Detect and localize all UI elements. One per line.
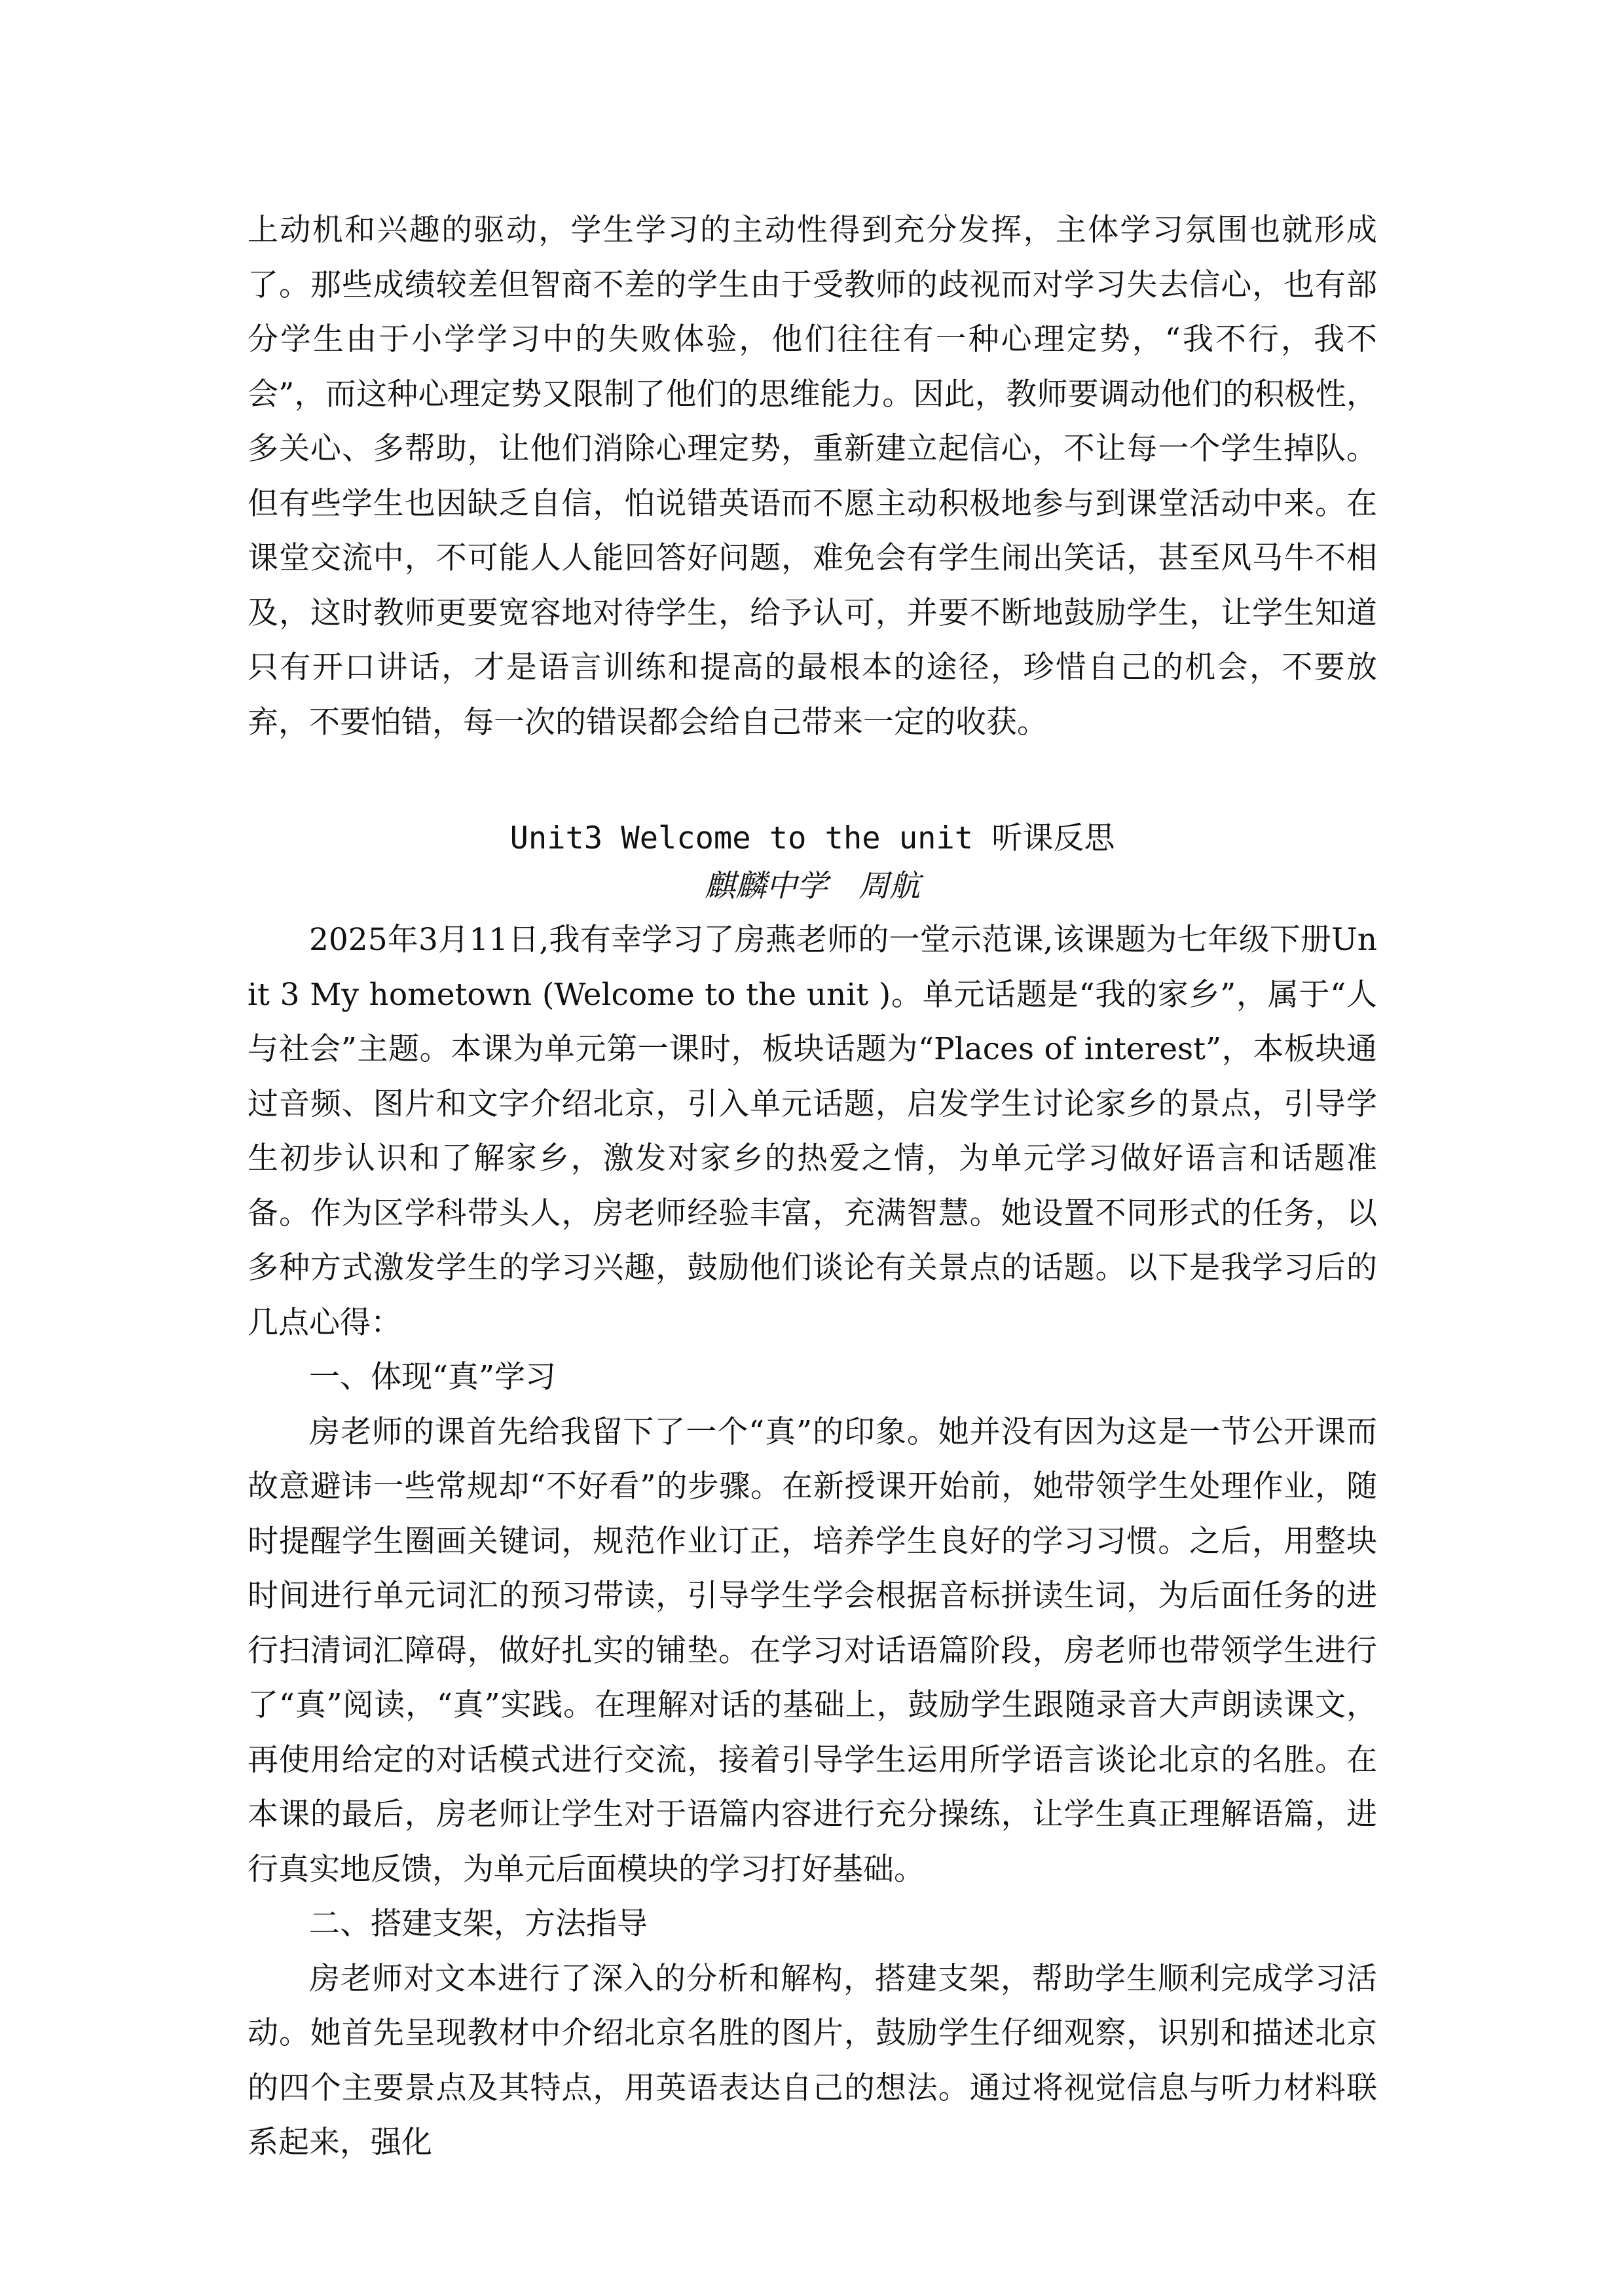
body-paragraph-1: 2025年3月11日,我有幸学习了房燕老师的一堂示范课,该课题为七年级下册Unit 3 My hometown (Welcome to the unit )。单元话题是“我的家乡”，属于“人与社会”主题。本课为单元第一课时，板块话题为“Places of interest”，本板块通过音频、图片和文字介绍北京，引入单元话题，启发学生讨论家乡的景点，引导学生初步认识和了解家乡，激发对家乡的热爱之情，为单元学习做好语言和话题准备。作为区学科带头人，房老师经验丰富，充满智慧。她设置不同形式的任务，以多种方式激发学生的学习兴趣，鼓励他们谈论有关景点的话题。以下是我学习后的几点心得： — [248, 922, 1377, 1341]
section-heading-2: 二、搭建支架，方法指导 — [309, 1906, 648, 1942]
intro-paragraph: 上动机和兴趣的驱动，学生学习的主动性得到充分发挥，主体学习氛围也就形成了。那些成绩较差但智商不差的学生由于受教师的歧视而对学习失去信心，也有部分学生由于小学学习中的失败体验，他们往往有一种心理定势，“我不行，我不会”，而这种心理定势又限制了他们的思维能力。因此，教师要调动他们的积极性，多关心、多帮助，让他们消除心理定势，重新建立起信心，不让每一个学生掉队。但有些学生也因缺乏自信，怕说错英语而不愿主动积极地参与到课堂活动中来。在课堂交流中，不可能人人能回答好问题，难免会有学生闹出笑话，甚至风马牛不相及，这时教师更要宽容地对待学生，给予认可，并要不断地鼓励学生，让学生知道只有开口讲话，才是语言训练和提高的最根本的途径，珍惜自己的机会，不要放弃，不要怕错，每一次的错误都会给自己带来一定的收获。 — [248, 212, 1377, 740]
document-page — [248, 203, 1377, 2170]
body-paragraph-3: 房老师对文本进行了深入的分析和解构，搭建支架，帮助学生顺利完成学习活动。她首先呈现教材中介绍北京名胜的图片，鼓励学生仔细观察，识别和描述北京的四个主要景点及其特点，用英语表达自己的想法。通过将视觉信息与听力材料联系起来，强化 — [248, 1960, 1377, 2160]
section-heading-1: 一、体现“真”学习 — [309, 1359, 557, 1395]
article-author: 麒麟中学 周航 — [705, 868, 920, 904]
body-paragraph-2: 房老师的课首先给我留下了一个“真”的印象。她并没有因为这是一节公开课而故意避讳一些常规却“不好看”的步骤。在新授课开始前，她带领学生处理作业，随时提醒学生圈画关键词，规范作业订正，培养学生良好的学习习惯。之后，用整块时间进行单元词汇的预习带读，引导学生学会根据音标拼读生词，为后面任务的进行扫清词汇障碍，做好扎实的铺垫。在学习对话语篇阶段，房老师也带领学生进行了“真”阅读，“真”实践。在理解对话的基础上，鼓励学生跟随录音大声朗读课文，再使用给定的对话模式进行交流，接着引导学生运用所学语言谈论北京的名胜。在本课的最后，房老师让学生对于语篇内容进行充分操练，让学生真正理解语篇，进行真实地反馈，为单元后面模块的学习打好基础。 — [248, 1413, 1377, 1887]
article-title: Unit3 Welcome to the unit 听课反思 — [509, 820, 1115, 856]
